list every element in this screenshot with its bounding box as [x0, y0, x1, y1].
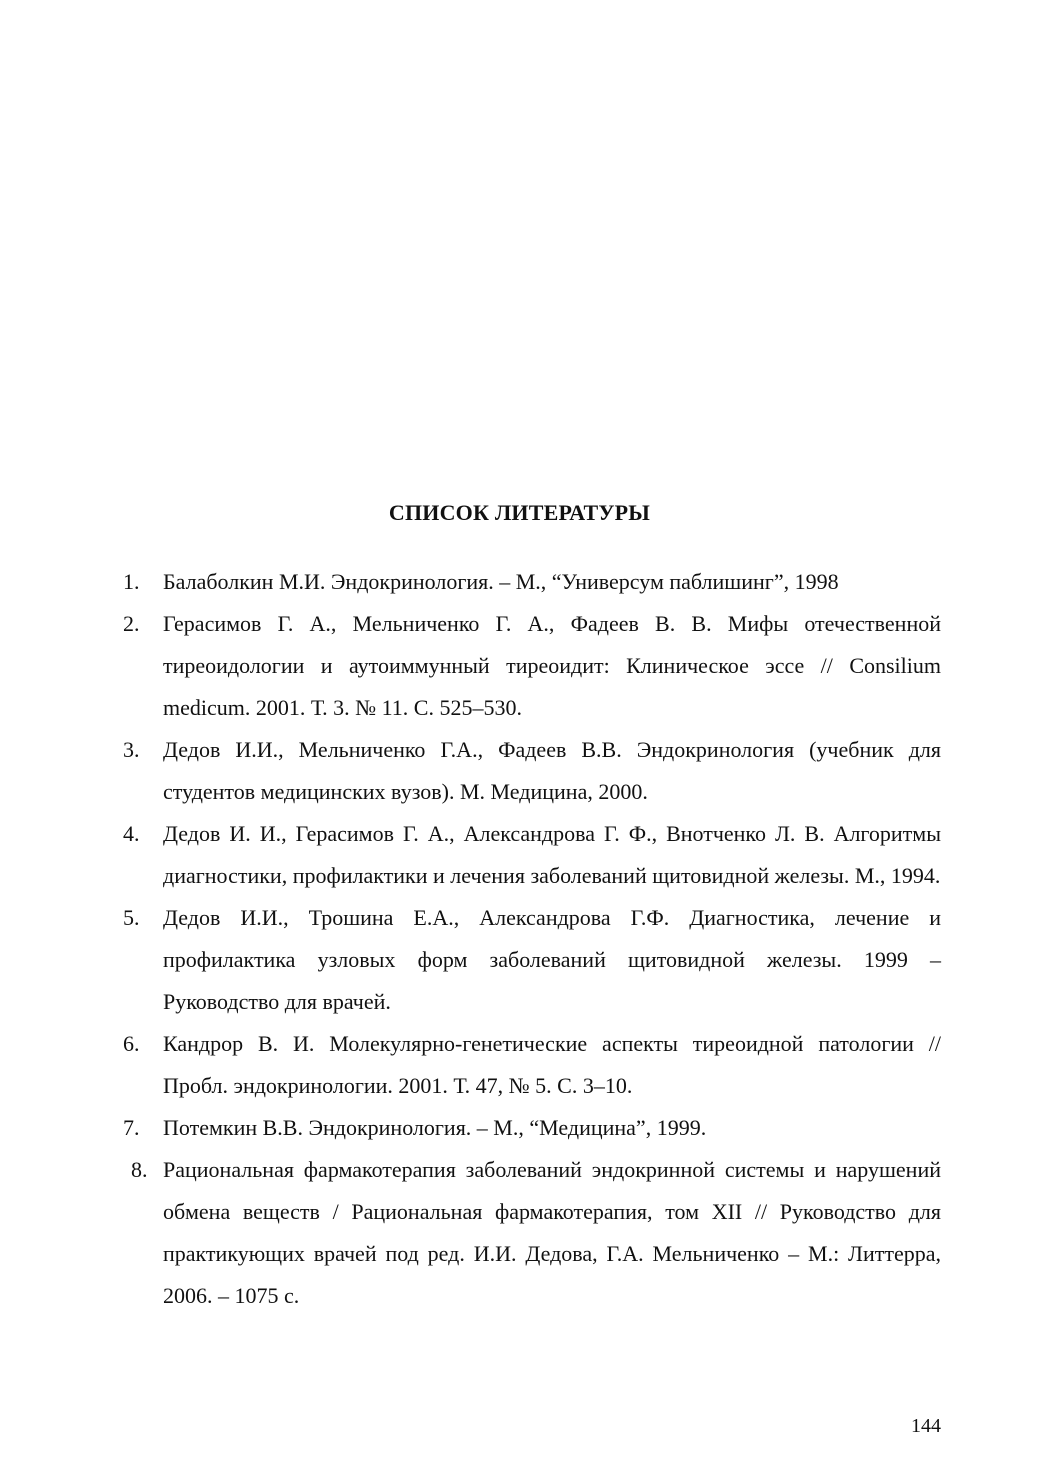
- reference-text: Дедов И. И., Герасимов Г. А., Александрова Г. Ф., Внотченко Л. В. Алгоритмы диагностики, профилактики и лечения заболеваний щитовидной железы. М., 1994.: [163, 821, 941, 888]
- reference-list: [123, 561, 941, 1317]
- reference-text: Герасимов Г. А., Мельниченко Г. А., Фадеев В. В. Мифы отечественной тиреоидологии и аутоиммунный тиреоидит: Клиническое эссе // Consilium medicum. 2001. Т. 3. № 11. С. 525–530.: [163, 611, 941, 720]
- list-item: [123, 603, 941, 729]
- list-item: [123, 561, 941, 603]
- reference-text: Балаболкин М.И. Эндокринология. – М., “Универсум паблишинг”, 1998: [163, 569, 839, 594]
- list-item: [123, 729, 941, 813]
- list-item: [123, 1107, 941, 1149]
- list-item: [123, 1149, 941, 1317]
- reference-number: 1.: [123, 569, 140, 594]
- reference-text: Дедов И.И., Трошина Е.А., Александрова Г.Ф. Диагностика, лечение и профилактика узловых форм заболеваний щитовидной железы. 1999 – Руководство для врачей.: [163, 905, 941, 1014]
- page-title: СПИСОК ЛИТЕРАТУРЫ: [388, 500, 651, 525]
- list-item: [123, 1023, 941, 1107]
- reference-text: Дедов И.И., Мельниченко Г.А., Фадеев В.В. Эндокринология (учебник для студентов медицинских вузов). М. Медицина, 2000.: [163, 737, 941, 804]
- reference-number: 3.: [123, 737, 140, 762]
- reference-text: Кандрор В. И. Молекулярно-генетические аспекты тиреоидной патологии // Пробл. эндокринологии. 2001. Т. 47, № 5. С. 3–10.: [163, 1031, 941, 1098]
- reference-text: Потемкин В.В. Эндокринология. – М., “Медицина”, 1999.: [163, 1115, 707, 1140]
- reference-number: 7.: [123, 1115, 140, 1140]
- reference-text: Рациональная фармакотерапия заболеваний эндокринной системы и нарушений обмена веществ / Рациональная фармакотерапия, том XII // Руководство для практикующих врачей под ред. И.И. Дедова, Г.А. Мельниченко – М.: Литтерра, 2006. – 1075 с.: [163, 1157, 941, 1308]
- reference-number: 8.: [131, 1157, 148, 1182]
- list-item: [123, 813, 941, 897]
- reference-number: 2.: [123, 611, 140, 636]
- page-number: 144: [911, 1415, 941, 1437]
- reference-number: 6.: [123, 1031, 140, 1056]
- reference-number: 4.: [123, 821, 140, 846]
- reference-number: 5.: [123, 905, 140, 930]
- list-item: [123, 897, 941, 1023]
